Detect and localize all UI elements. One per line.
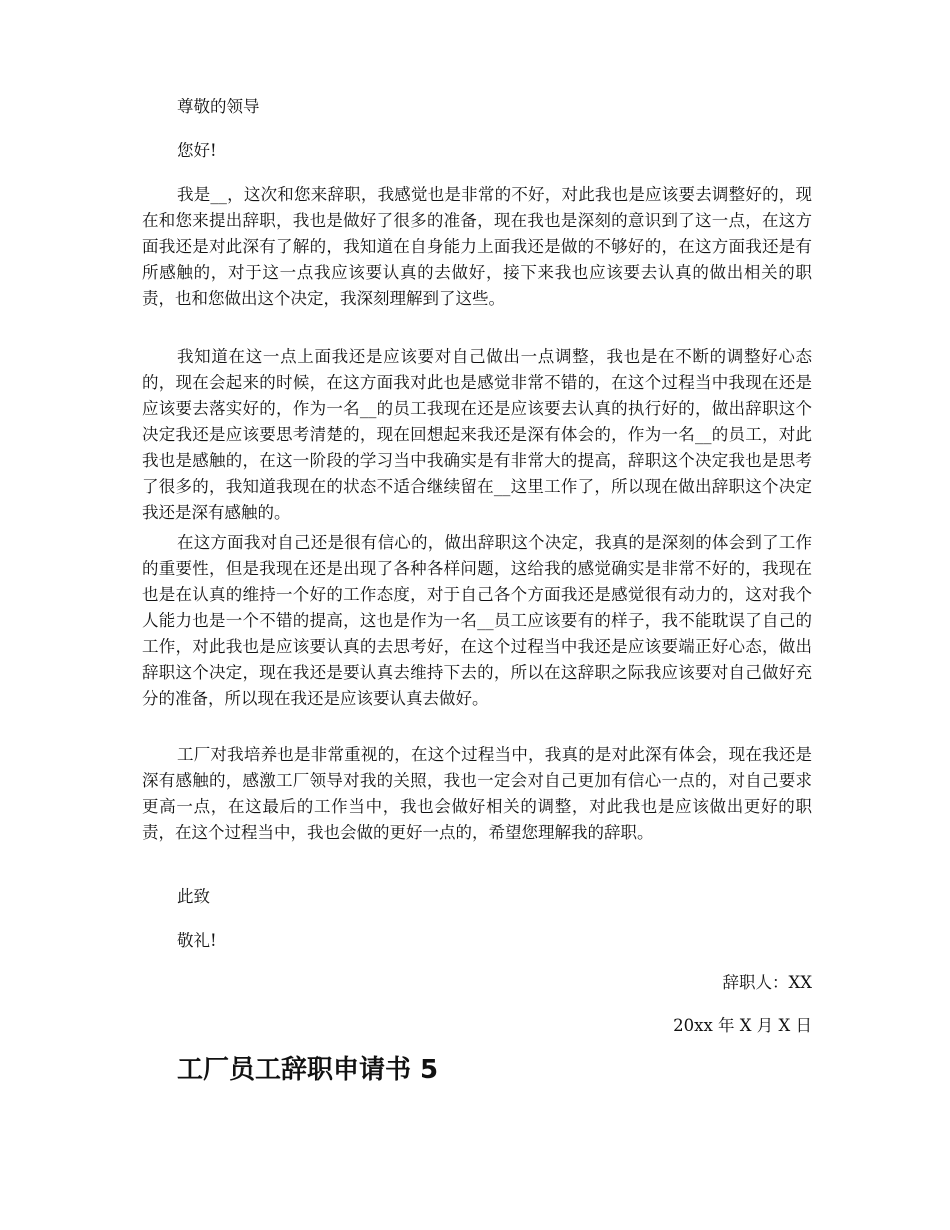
closing-line-2: 敬礼! — [177, 931, 217, 950]
date: 20xx 年 X 月 X 日 — [673, 1016, 812, 1035]
signature: 辞职人：XX — [722, 973, 812, 992]
greeting: 您好! — [177, 141, 217, 160]
closing-line-1: 此致 — [177, 887, 210, 906]
paragraph-2: 我知道在这一点上面我还是应该要对自己做出一点调整，我也是在不断的调整好心态的，现在会起来的时候，在这方面我对此也是感觉非常不错的，在这个过程当中我现在还是应该要去落实好的，作为一名__的员工我现在还是应该要去认真的执行好的，做出辞职这个决定我还是应该要思考清楚的，现在回想起来我还是深有体会的，作为一名__的员工，对此我也是感触的，在这一阶段的学习当中我确实是有非常大的提高，辞职这个决定我也是思考了很多的，我知道我现在的状态不适合继续留在__这里工作了，所以现在做出辞职这个决定我还是深有感触的。 — [142, 347, 812, 522]
paragraph-3: 在这方面我对自己还是很有信心的，做出辞职这个决定，我真的是深刻的体会到了工作的重要性，但是我现在还是出现了各种各样问题，这给我的感觉确实是非常不好的，我现在也是在认真的维持一个好的工作态度，对于自己各个方面我还是感觉很有动力的，这对我个人能力也是一个不错的提高，这也是作为一名__员工应该要有的样子，我不能耽误了自己的工作，对此我也是应该要认真的去思考好，在这个过程当中我还是应该要端正好心态，做出辞职这个决定，现在我还是要认真去维持下去的，所以在这辞职之际我应该要对自己做好充分的准备，所以现在我还是应该要认真去做好。 — [142, 533, 812, 708]
paragraph-4: 工厂对我培养也是非常重视的，在这个过程当中，我真的是对此深有体会，现在我还是深有感触的，感激工厂领导对我的关照，我也一定会对自己更加有信心一点的，对自己要求更高一点，在这最后的工作当中，我也会做好相关的调整，对此我也是应该做出更好的职责，在这个过程当中，我也会做的更好一点的，希望您理解我的辞职。 — [142, 745, 812, 842]
paragraph-1: 我是__，这次和您来辞职，我感觉也是非常的不好，对此我也是应该要去调整好的，现在和您来提出辞职，我也是做好了很多的准备，现在我也是深刻的意识到了这一点，在这方面我还是对此深有了解的，我知道在自身能力上面我还是做的不够好的，在这方面我还是有所感触的，对于这一点我应该要认真的去做好，接下来我也应该要去认真的做出相关的职责，也和您做出这个决定，我深刻理解到了这些。 — [142, 185, 812, 308]
salutation: 尊敬的领导 — [177, 97, 260, 116]
section-heading: 工厂员工辞职申请书 5 — [177, 1055, 439, 1085]
